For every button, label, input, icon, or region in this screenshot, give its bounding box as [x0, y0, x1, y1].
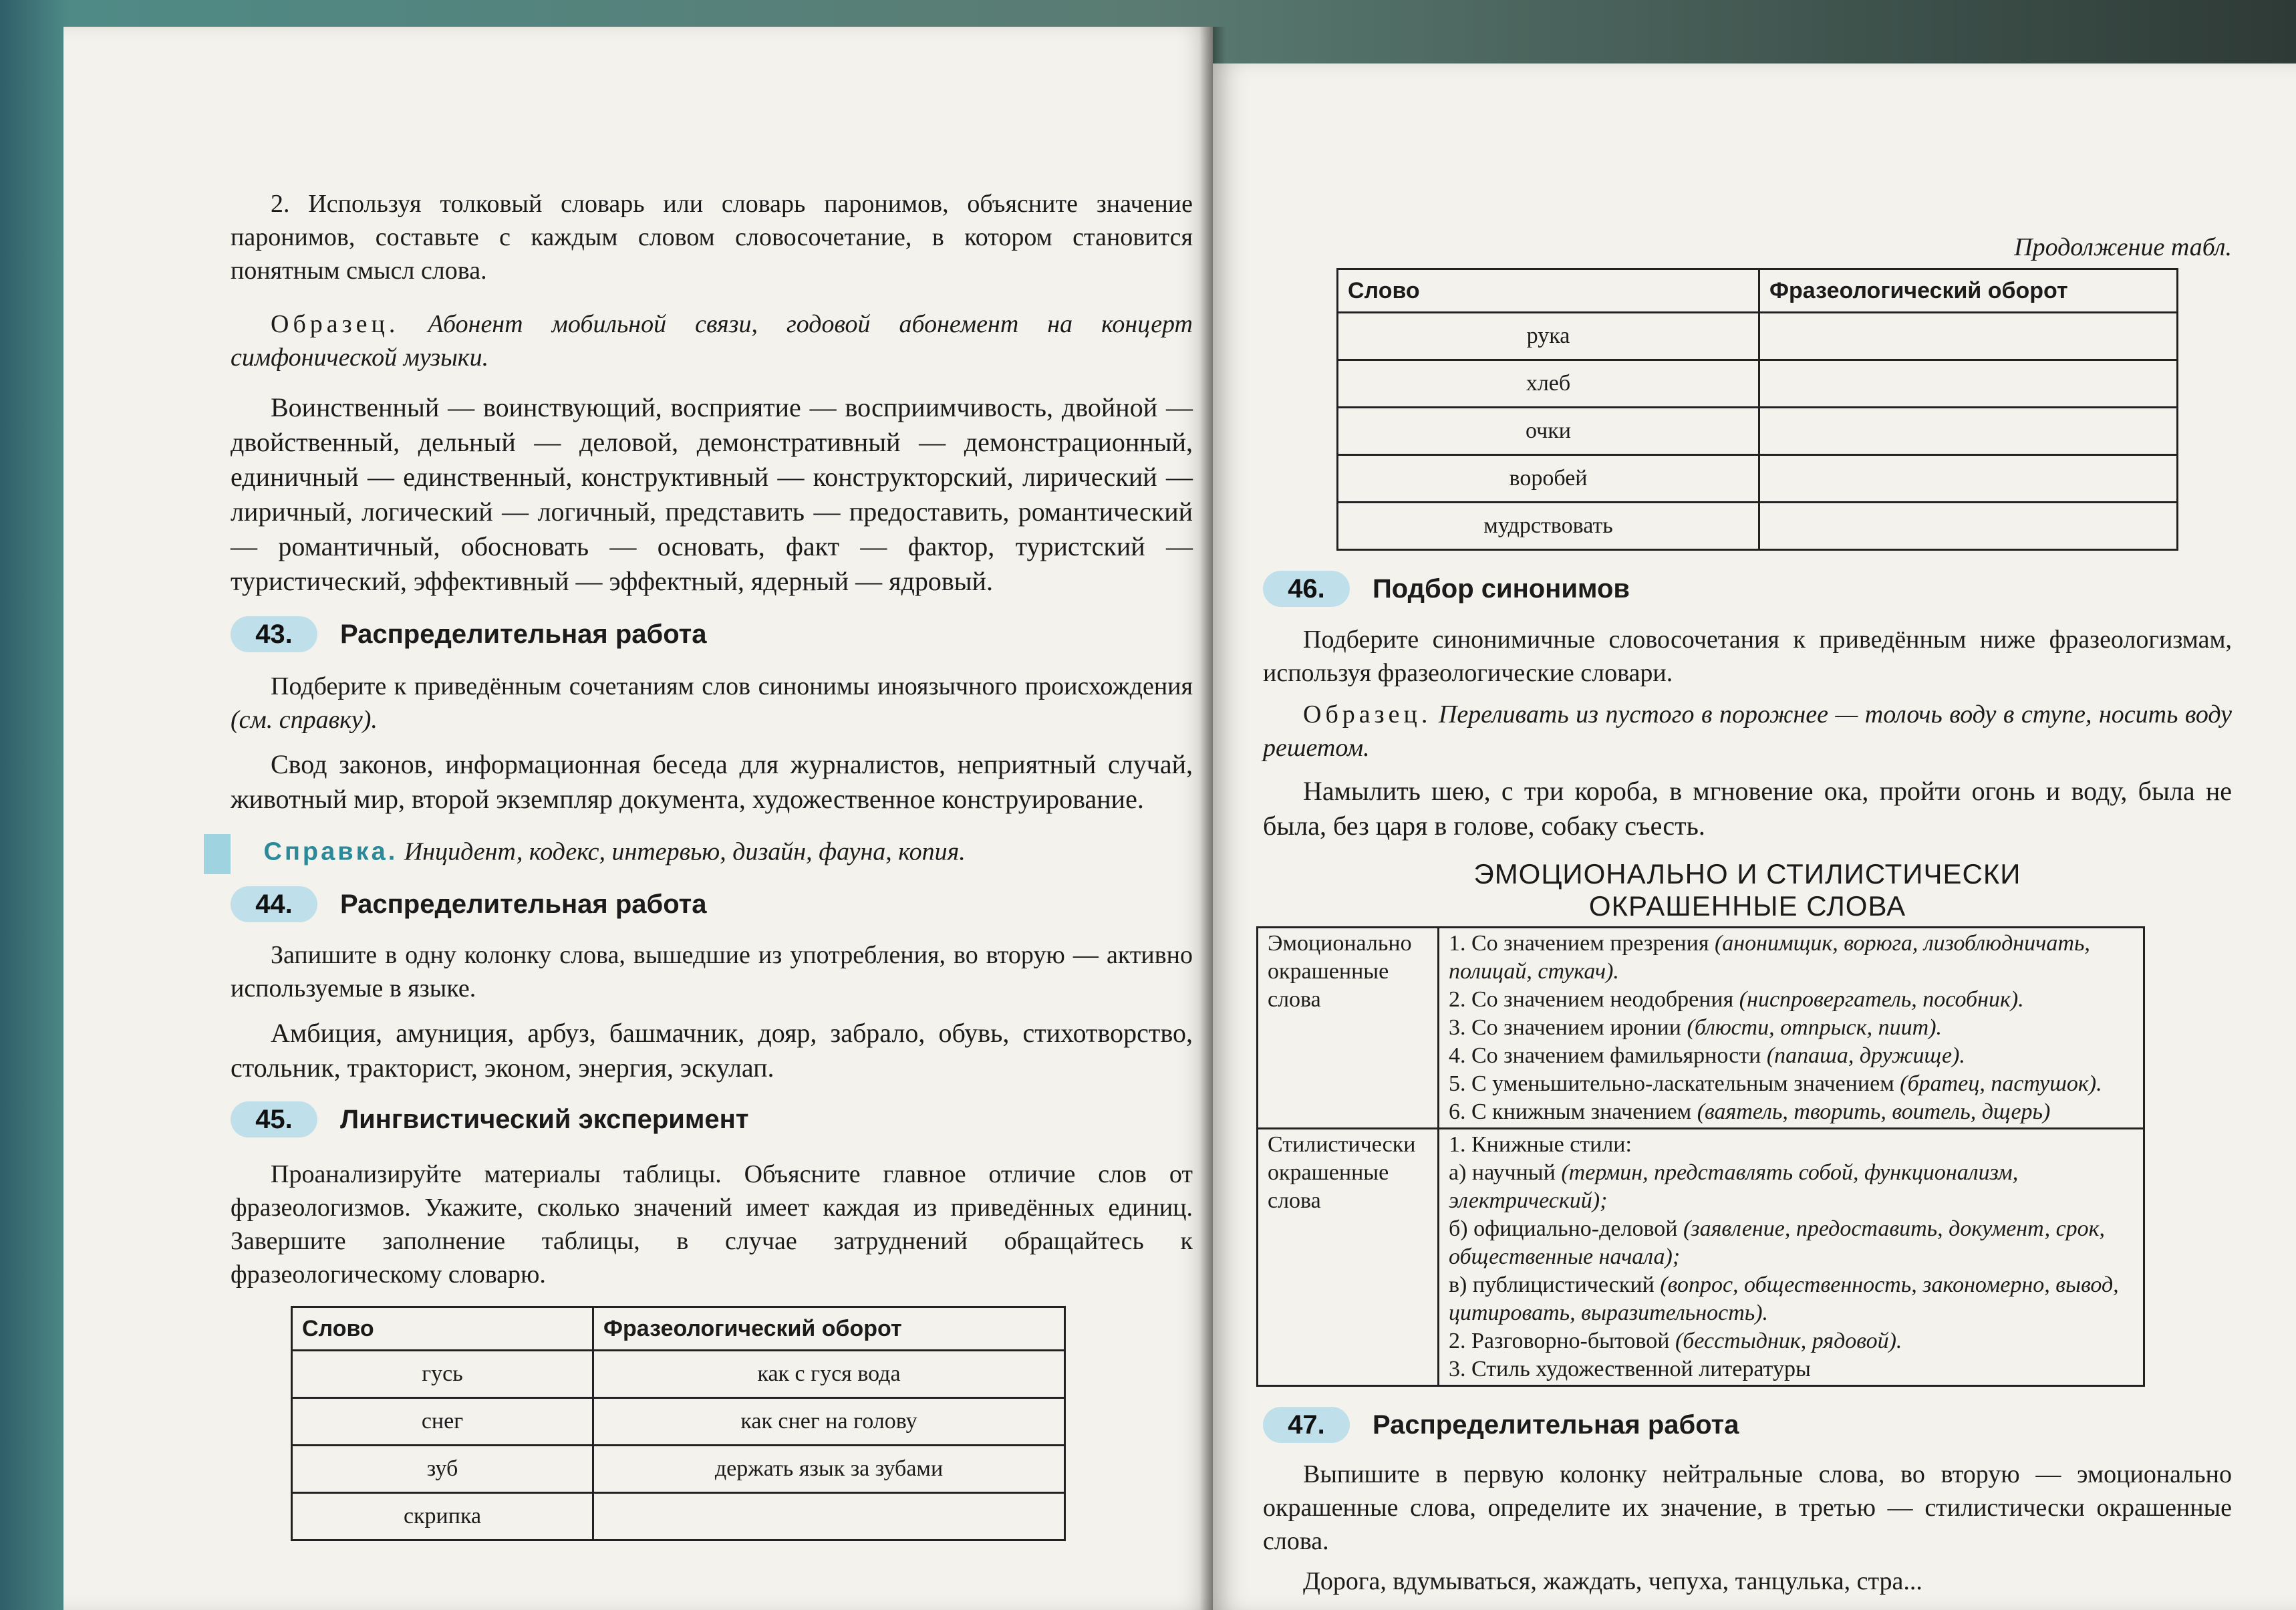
exercise-44-heading	[231, 886, 1193, 922]
table-row	[1258, 928, 2144, 1129]
exercise-44-words: Амбиция, амуниция, арбуз, башмачник, дояр, забрало, обувь, стихотворство, стольник, тракторист, эконом, энергия, эскулап.	[231, 1018, 1193, 1083]
row-label: Эмоционально окрашенные слова	[1258, 928, 1439, 1129]
list-item: 2. Разговорно-бытовой (бесстыдник, рядовой).	[1449, 1329, 1902, 1353]
list-item: 2. Со значением неодобрения (ниспровергатель, пособник).	[1449, 987, 2024, 1012]
table-row	[1338, 408, 2178, 455]
table-cell	[1759, 360, 2178, 408]
spravka-note	[204, 834, 1193, 874]
list-item: в) публицистический (вопрос, общественность, закономерно, вывод, цитировать, выразительность).	[1449, 1272, 2119, 1325]
phraseology-table	[291, 1306, 1066, 1541]
emotive-words-table	[1256, 926, 2145, 1387]
exercise-title: Распределительная работа	[340, 620, 707, 649]
exercise-44-task: Запишите в одну колонку слова, вышедшие из употребления, во вторую — активно используемые в языке.	[231, 941, 1193, 1002]
exercise-45-heading	[231, 1101, 1193, 1137]
table-header: Фразеологический оборот	[1759, 269, 2178, 313]
paronyms-list: Воинственный — воинствующий, восприятие — восприимчивость, двойной — двойственный, дельный — деловой, демонстративный — демонстрационный, единичный — единственный, конструктивный — конструкторский, лирический — лиричный, логический — логичный, представить — предоставить, романтический — романтичный, обосновать — основать, факт — фактор, туристский — туристический, эффективный — эффектный, ядерный — ядровый.	[231, 392, 1193, 596]
list-item: 6. С книжным значением (ваятель, творить, воитель, дщерь)	[1449, 1099, 2051, 1124]
exercise-43-task: Подберите к приведённым сочетаниям слов синонимы иноязычного происхождения (см. справку).	[231, 672, 1193, 734]
spravka-label: Справка.	[263, 837, 398, 866]
table-row	[292, 1398, 1065, 1446]
section-title-line-2: ОКРАШЕННЫЕ СЛОВА	[1588, 890, 1906, 922]
table-cell: как с гуся вода	[593, 1351, 1065, 1398]
exercise-title: Распределительная работа	[1373, 1410, 1739, 1440]
task-part-2: 2. Используя толковый словарь или словарь паронимов, объясните значение паронимов, составьте с каждым словом словосочетание, в котором становится понятным смысл слова.	[231, 190, 1193, 285]
table-header-row	[292, 1307, 1065, 1351]
table-cell: скрипка	[292, 1493, 593, 1540]
table-cell: хлеб	[1338, 360, 1759, 408]
phraseology-table-continued	[1336, 268, 2178, 551]
list-item: а) научный (термин, представлять собой, функционализм, электрический);	[1449, 1160, 2019, 1213]
row-content	[1439, 928, 2144, 1129]
exercise-number: 43.	[231, 616, 317, 652]
exercise-46-task: Подберите синонимичные словосочетания к приведённым ниже фразеологизмам, используя фразеологические словари.	[1263, 626, 2232, 687]
spravka-marker	[204, 834, 231, 874]
table-cell: держать язык за зубами	[593, 1446, 1065, 1493]
table-cell: зуб	[292, 1446, 593, 1493]
sample-text: Абонент мобильной связи, годовой абонемент на концерт симфонической музыки.	[231, 310, 1193, 372]
exercise-number: 47.	[1263, 1407, 1350, 1443]
exercise-46-words: Намылить шею, с три короба, в мгновение ока, пройти огонь и воду, была не была, без царя в голове, собаку съесть.	[1263, 776, 2232, 841]
exercise-45-task: Проанализируйте материалы таблицы. Объясните главное отличие слов от фразеологизмов. Укажите, сколько значений имеет каждая из приведённых единиц. Завершите заполнение таблицы, в случае затруднений обращайтесь к фразеологическому словарю.	[231, 1160, 1193, 1289]
exercise-47-words: Дорога, вдумываться, жаждать, чепуха, танцулька, стра...	[1303, 1567, 1922, 1595]
row-label: Стилистически окрашенные слова	[1258, 1129, 1439, 1386]
exercise-46-heading	[1263, 571, 2232, 607]
table-cell: снег	[292, 1398, 593, 1446]
exercise-number: 46.	[1263, 571, 1350, 607]
table-cell: рука	[1338, 313, 1759, 360]
list-item: 3. Со значением иронии (блюсти, отпрыск, пиит).	[1449, 1015, 1943, 1040]
table-row	[292, 1493, 1065, 1540]
exercise-47-heading	[1263, 1407, 2232, 1443]
table-cell	[593, 1493, 1065, 1540]
list-item: б) официально-деловой (заявление, предоставить, документ, срок, общественные начала);	[1449, 1216, 2106, 1269]
sample-label: Образец.	[271, 310, 400, 338]
table-cell	[1759, 455, 2178, 503]
sample-paragraph	[231, 307, 1193, 374]
right-column	[1263, 231, 2232, 1598]
exercise-title: Распределительная работа	[340, 890, 707, 919]
table-row	[1338, 455, 2178, 503]
table-cell: как снег на голову	[593, 1398, 1065, 1446]
exercise-number: 44.	[231, 886, 317, 922]
table-row	[292, 1446, 1065, 1493]
section-heading	[1263, 858, 2232, 922]
list-item: 5. С уменьшительно-ласкательным значением (братец, пастушок).	[1449, 1071, 2102, 1096]
sample-label: Образец.	[1303, 700, 1432, 728]
table-cell	[1759, 408, 2178, 455]
exercise-title: Лингвистический эксперимент	[340, 1105, 749, 1134]
table-row	[1338, 503, 2178, 550]
spravka-text: Инцидент, кодекс, интервью, дизайн, фауна, копия.	[404, 837, 966, 866]
left-page	[63, 27, 1213, 1610]
list-item: 1. Со значением презрения (анонимщик, ворюга, лизоблюдничать, полицай, стукач).	[1449, 931, 2090, 984]
table-continuation-label: Продолжение табл.	[2014, 233, 2232, 261]
table-header-row	[1338, 269, 2178, 313]
table-row	[1258, 1129, 2144, 1386]
left-column	[231, 187, 1193, 1541]
table-row	[1338, 360, 2178, 408]
exercise-number: 45.	[231, 1101, 317, 1137]
exercise-43-heading	[231, 616, 1193, 652]
table-header: Фразеологический оборот	[593, 1307, 1065, 1351]
exercise-47-task: Выпишите в первую колонку нейтральные слова, во вторую — эмоционально окрашенные слова, определите их значение, в третью — стилистически окрашенные слова.	[1263, 1460, 2232, 1555]
table-header: Слово	[292, 1307, 593, 1351]
exercise-46-sample	[1263, 698, 2232, 765]
exercise-title: Подбор синонимов	[1373, 574, 1630, 603]
table-cell: мудрствовать	[1338, 503, 1759, 550]
sample-text: Переливать из пустого в порожнее — толочь воду в ступе, носить воду решетом.	[1263, 700, 2232, 762]
table-cell	[1759, 313, 2178, 360]
table-cell: очки	[1338, 408, 1759, 455]
table-row	[292, 1351, 1065, 1398]
table-cell: гусь	[292, 1351, 593, 1398]
table-row	[1338, 313, 2178, 360]
table-cell	[1759, 503, 2178, 550]
table-header: Слово	[1338, 269, 1759, 313]
list-item: 4. Со значением фамильярности (папаша, дружище).	[1449, 1043, 1965, 1068]
table-cell: воробей	[1338, 455, 1759, 503]
row-content	[1439, 1129, 2144, 1386]
exercise-43-words: Свод законов, информационная беседа для журналистов, неприятный случай, животный мир, второй экземпляр документа, художественное конструирование.	[231, 749, 1193, 814]
right-page	[1213, 63, 2296, 1610]
list-item: 1. Книжные стили:	[1449, 1132, 1632, 1157]
list-item: 3. Стиль художественной литературы	[1449, 1357, 1811, 1381]
section-title-line-1: ЭМОЦИОНАЛЬНО И СТИЛИСТИЧЕСКИ	[1473, 858, 2021, 890]
